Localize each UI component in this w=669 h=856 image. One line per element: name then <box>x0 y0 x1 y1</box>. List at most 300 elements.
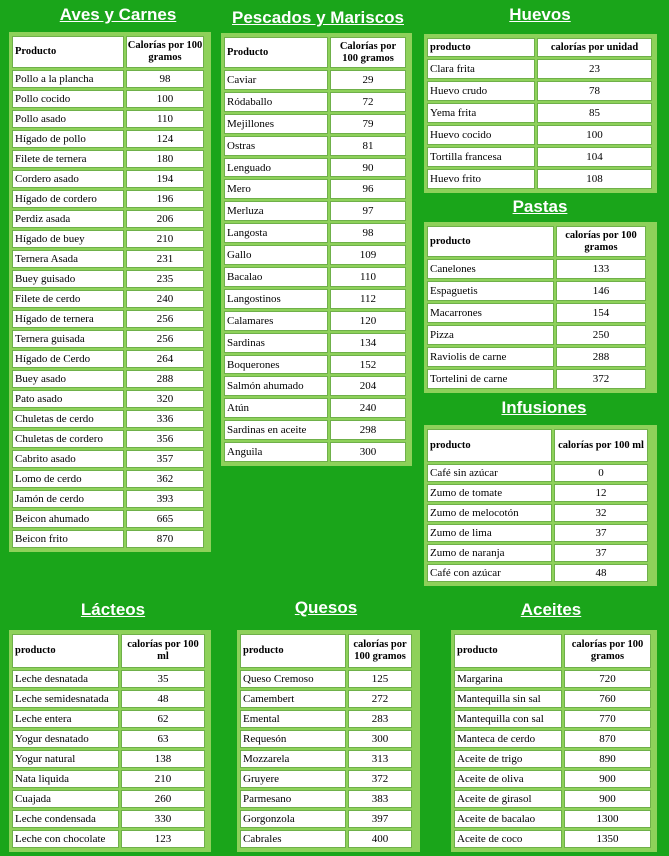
table-row <box>427 102 654 124</box>
product-name: Mero <box>224 179 328 199</box>
product-name: Hígado de pollo <box>12 130 124 148</box>
table-header <box>427 428 654 463</box>
table-lacteos <box>9 630 211 852</box>
table-row <box>427 302 654 324</box>
product-name: Margarina <box>454 670 562 688</box>
product-name: Zumo de naranja <box>427 544 552 562</box>
table-row <box>224 375 409 397</box>
calorie-value: 96 <box>330 179 406 199</box>
calorie-value: 300 <box>330 442 406 462</box>
product-name: Huevo cocido <box>427 125 535 145</box>
table-row <box>12 829 208 849</box>
calorie-value: 110 <box>330 267 406 287</box>
product-name: Gallo <box>224 245 328 265</box>
product-name: Cabrito asado <box>12 450 124 468</box>
product-name: Sardinas en aceite <box>224 420 328 440</box>
calorie-value: 32 <box>554 504 648 522</box>
table-row <box>240 809 417 829</box>
product-name: Aceite de bacalao <box>454 810 562 828</box>
product-name: Mantequilla sin sal <box>454 690 562 708</box>
table-header <box>427 37 654 58</box>
table-header <box>224 36 409 69</box>
product-name: Ostras <box>224 136 328 156</box>
calorie-value: 112 <box>330 289 406 309</box>
header-product: producto <box>240 634 346 668</box>
table-row <box>454 709 654 729</box>
calorie-value: 37 <box>554 544 648 562</box>
table-row <box>12 789 208 809</box>
calorie-value: 235 <box>126 270 204 288</box>
table-row <box>454 829 654 849</box>
table-aceites <box>451 630 657 852</box>
header-product: producto <box>454 634 562 668</box>
product-name: Jamón de cerdo <box>12 490 124 508</box>
product-name: Leche desnatada <box>12 670 119 688</box>
table-row <box>240 789 417 809</box>
calorie-value: 356 <box>126 430 204 448</box>
calorie-value: 256 <box>126 330 204 348</box>
calorie-value: 330 <box>121 810 205 828</box>
header-calories: calorías por 100 gramos <box>564 634 651 668</box>
table-row <box>427 280 654 302</box>
calorie-value: 63 <box>121 730 205 748</box>
calorie-value: 152 <box>330 355 406 375</box>
table-row <box>427 146 654 168</box>
table-row <box>12 429 208 449</box>
table-row <box>12 129 208 149</box>
product-name: Café sin azúcar <box>427 464 552 482</box>
product-name: Lenguado <box>224 158 328 178</box>
calorie-value: 298 <box>330 420 406 440</box>
calorie-value: 900 <box>564 790 651 808</box>
calorie-value: 770 <box>564 710 651 728</box>
calorie-value: 1300 <box>564 810 651 828</box>
table-row <box>427 168 654 190</box>
header-calories: calorías por unidad <box>537 38 652 57</box>
table-row <box>12 409 208 429</box>
header-calories: calorías por 100 ml <box>554 429 648 462</box>
table-row <box>454 749 654 769</box>
calorie-value: 37 <box>554 524 648 542</box>
product-name: Leche con chocolate <box>12 830 119 848</box>
product-name: Aceite de oliva <box>454 770 562 788</box>
calorie-value: 98 <box>126 70 204 88</box>
product-name: Espaguetis <box>427 281 554 301</box>
calorie-value: 313 <box>348 750 412 768</box>
table-row <box>12 489 208 509</box>
calorie-value: 231 <box>126 250 204 268</box>
calorie-value: 29 <box>330 70 406 90</box>
table-row <box>12 229 208 249</box>
table-row <box>427 258 654 280</box>
table-row <box>12 249 208 269</box>
product-name: Anguila <box>224 442 328 462</box>
calorie-value: 194 <box>126 170 204 188</box>
product-name: Aceite de coco <box>454 830 562 848</box>
calorie-value: 250 <box>556 325 646 345</box>
table-row <box>12 769 208 789</box>
calorie-value: 110 <box>126 110 204 128</box>
calorie-value: 97 <box>330 201 406 221</box>
table-row <box>12 69 208 89</box>
table-row <box>454 729 654 749</box>
product-name: Zumo de tomate <box>427 484 552 502</box>
table-row <box>427 124 654 146</box>
calorie-value: 283 <box>348 710 412 728</box>
table-row <box>12 89 208 109</box>
table-row <box>12 269 208 289</box>
calorie-value: 900 <box>564 770 651 788</box>
table-row <box>12 469 208 489</box>
table-row <box>224 222 409 244</box>
product-name: Yema frita <box>427 103 535 123</box>
product-name: Leche entera <box>12 710 119 728</box>
calorie-value: 124 <box>126 130 204 148</box>
table-row <box>224 135 409 157</box>
product-name: Hígado de ternera <box>12 310 124 328</box>
calorie-value: 256 <box>126 310 204 328</box>
calorie-value: 372 <box>556 369 646 389</box>
table-row <box>12 349 208 369</box>
header-product: producto <box>427 226 554 257</box>
product-name: Caviar <box>224 70 328 90</box>
calorie-value: 48 <box>554 564 648 582</box>
product-name: Ternera Asada <box>12 250 124 268</box>
table-row <box>240 689 417 709</box>
calorie-value: 760 <box>564 690 651 708</box>
table-huevos <box>424 34 657 193</box>
product-name: Filete de ternera <box>12 150 124 168</box>
calorie-value: 210 <box>121 770 205 788</box>
product-name: Cuajada <box>12 790 119 808</box>
table-pescados <box>221 33 412 466</box>
product-name: Perdiz asada <box>12 210 124 228</box>
product-name: Raviolis de carne <box>427 347 554 367</box>
table-row <box>12 189 208 209</box>
title-huevos: Huevos <box>509 5 571 24</box>
table-row <box>224 244 409 266</box>
calorie-value: 109 <box>330 245 406 265</box>
table-row <box>224 200 409 222</box>
product-name: Chuletas de cordero <box>12 430 124 448</box>
table-header <box>12 633 208 669</box>
calorie-value: 108 <box>537 169 652 189</box>
calorie-value: 720 <box>564 670 651 688</box>
product-name: Gorgonzola <box>240 810 346 828</box>
table-row <box>224 157 409 179</box>
product-name: Chuletas de cerdo <box>12 410 124 428</box>
table-row <box>12 149 208 169</box>
product-name: Pollo asado <box>12 110 124 128</box>
table-row <box>454 809 654 829</box>
product-name: Parmesano <box>240 790 346 808</box>
product-name: Boquerones <box>224 355 328 375</box>
calorie-value: 62 <box>121 710 205 728</box>
product-name: Requesón <box>240 730 346 748</box>
product-name: Mantequilla con sal <box>454 710 562 728</box>
table-row <box>224 113 409 135</box>
header-calories: calorías por 100 ml <box>121 634 205 668</box>
product-name: Camembert <box>240 690 346 708</box>
product-name: Buey asado <box>12 370 124 388</box>
calorie-value: 23 <box>537 59 652 79</box>
calorie-value: 100 <box>537 125 652 145</box>
table-row <box>12 389 208 409</box>
table-row <box>224 266 409 288</box>
calorie-value: 133 <box>556 259 646 279</box>
product-name: Beicon frito <box>12 530 124 548</box>
table-row <box>240 729 417 749</box>
table-row <box>240 769 417 789</box>
table-quesos <box>237 630 420 852</box>
product-name: Yogur natural <box>12 750 119 768</box>
table-row <box>240 709 417 729</box>
calorie-value: 12 <box>554 484 648 502</box>
table-row <box>224 441 409 463</box>
product-name: Merluza <box>224 201 328 221</box>
header-calories: Calorías por 100 gramos <box>126 36 204 68</box>
product-name: Cordero asado <box>12 170 124 188</box>
calorie-value: 134 <box>330 333 406 353</box>
calorie-value: 870 <box>564 730 651 748</box>
calorie-value: 180 <box>126 150 204 168</box>
calorie-value: 125 <box>348 670 412 688</box>
table-row <box>454 769 654 789</box>
product-name: Lomo de cerdo <box>12 470 124 488</box>
calorie-value: 260 <box>121 790 205 808</box>
product-name: Pizza <box>427 325 554 345</box>
table-aves <box>9 32 211 552</box>
product-name: Zumo de lima <box>427 524 552 542</box>
title-pescados: Pescados y Mariscos <box>232 8 404 27</box>
calorie-value: 288 <box>556 347 646 367</box>
header-product: producto <box>427 429 552 462</box>
product-name: Filete de cerdo <box>12 290 124 308</box>
product-name: Ródaballo <box>224 92 328 112</box>
table-row <box>224 178 409 200</box>
product-name: Buey guisado <box>12 270 124 288</box>
table-row <box>224 332 409 354</box>
calorie-value: 146 <box>556 281 646 301</box>
table-row <box>454 689 654 709</box>
table-row <box>12 289 208 309</box>
calorie-value: 81 <box>330 136 406 156</box>
product-name: Ternera guisada <box>12 330 124 348</box>
calorie-value: 336 <box>126 410 204 428</box>
header-calories: calorías por 100 gramos <box>556 226 646 257</box>
product-name: Yogur desnatado <box>12 730 119 748</box>
header-product: Producto <box>224 37 328 68</box>
calorie-value: 78 <box>537 81 652 101</box>
product-name: Huevo frito <box>427 169 535 189</box>
header-product: producto <box>427 38 535 57</box>
table-row <box>240 669 417 689</box>
product-name: Aceite de trigo <box>454 750 562 768</box>
calorie-value: 48 <box>121 690 205 708</box>
table-row <box>427 58 654 80</box>
calorie-value: 397 <box>348 810 412 828</box>
product-name: Hígado de buey <box>12 230 124 248</box>
product-name: Gruyere <box>240 770 346 788</box>
table-row <box>427 523 654 543</box>
product-name: Pollo a la plancha <box>12 70 124 88</box>
table-header <box>240 633 417 669</box>
product-name: Mejillones <box>224 114 328 134</box>
table-row <box>240 829 417 849</box>
header-product: producto <box>12 634 119 668</box>
calorie-value: 98 <box>330 223 406 243</box>
header-calories: Calorías por 100 gramos <box>330 37 406 68</box>
calorie-value: 100 <box>126 90 204 108</box>
table-row <box>427 368 654 390</box>
table-row <box>12 449 208 469</box>
calorie-value: 196 <box>126 190 204 208</box>
product-name: Tortilla francesa <box>427 147 535 167</box>
title-pastas: Pastas <box>512 197 568 216</box>
calorie-value: 104 <box>537 147 652 167</box>
calorie-value: 300 <box>348 730 412 748</box>
calorie-value: 890 <box>564 750 651 768</box>
table-row <box>12 309 208 329</box>
table-header <box>454 633 654 669</box>
calorie-value: 357 <box>126 450 204 468</box>
product-name: Salmón ahumado <box>224 376 328 396</box>
title-quesos: Quesos <box>294 598 358 617</box>
table-row <box>12 669 208 689</box>
table-row <box>240 749 417 769</box>
product-name: Calamares <box>224 311 328 331</box>
table-row <box>454 669 654 689</box>
product-name: Mozzarela <box>240 750 346 768</box>
table-row <box>224 69 409 91</box>
table-row <box>427 543 654 563</box>
product-name: Canelones <box>427 259 554 279</box>
product-name: Huevo crudo <box>427 81 535 101</box>
calorie-value: 288 <box>126 370 204 388</box>
calorie-value: 870 <box>126 530 204 548</box>
calorie-value: 320 <box>126 390 204 408</box>
table-row <box>224 288 409 310</box>
product-name: Manteca de cerdo <box>454 730 562 748</box>
calorie-value: 204 <box>330 376 406 396</box>
table-row <box>12 529 208 549</box>
calorie-value: 120 <box>330 311 406 331</box>
table-pastas <box>424 222 657 393</box>
product-name: Clara frita <box>427 59 535 79</box>
table-row <box>12 209 208 229</box>
table-row <box>427 463 654 483</box>
product-name: Sardinas <box>224 333 328 353</box>
calorie-value: 362 <box>126 470 204 488</box>
product-name: Hígado de cordero <box>12 190 124 208</box>
calorie-value: 240 <box>126 290 204 308</box>
table-row <box>427 503 654 523</box>
table-row <box>12 729 208 749</box>
product-name: Emental <box>240 710 346 728</box>
table-row <box>224 310 409 332</box>
table-header <box>12 35 208 69</box>
calorie-value: 138 <box>121 750 205 768</box>
product-name: Café con azúcar <box>427 564 552 582</box>
calorie-value: 0 <box>554 464 648 482</box>
table-row <box>427 346 654 368</box>
table-row <box>12 509 208 529</box>
product-name: Atún <box>224 398 328 418</box>
table-row <box>427 483 654 503</box>
product-name: Zumo de melocotón <box>427 504 552 522</box>
product-name: Aceite de girasol <box>454 790 562 808</box>
calorie-value: 206 <box>126 210 204 228</box>
header-calories: calorías por 100 gramos <box>348 634 412 668</box>
calorie-value: 400 <box>348 830 412 848</box>
table-infusiones <box>424 425 657 586</box>
calorie-value: 123 <box>121 830 205 848</box>
calorie-value: 272 <box>348 690 412 708</box>
table-row <box>224 91 409 113</box>
table-row <box>12 709 208 729</box>
product-name: Bacalao <box>224 267 328 287</box>
product-name: Leche semidesnatada <box>12 690 119 708</box>
product-name: Cabrales <box>240 830 346 848</box>
calorie-value: 90 <box>330 158 406 178</box>
title-aves: Aves y Carnes <box>59 5 177 24</box>
table-row <box>427 324 654 346</box>
table-row <box>12 689 208 709</box>
table-row <box>12 109 208 129</box>
product-name: Queso Cremoso <box>240 670 346 688</box>
table-row <box>427 80 654 102</box>
table-row <box>12 329 208 349</box>
table-row <box>224 397 409 419</box>
calorie-value: 85 <box>537 103 652 123</box>
table-row <box>12 369 208 389</box>
calorie-value: 79 <box>330 114 406 134</box>
calorie-value: 264 <box>126 350 204 368</box>
table-row <box>427 563 654 583</box>
calorie-value: 383 <box>348 790 412 808</box>
table-row <box>12 169 208 189</box>
title-aceites: Aceites <box>520 600 582 619</box>
calorie-value: 35 <box>121 670 205 688</box>
product-name: Macarrones <box>427 303 554 323</box>
product-name: Beicon ahumado <box>12 510 124 528</box>
title-infusiones: Infusiones <box>501 398 587 417</box>
product-name: Leche condensada <box>12 810 119 828</box>
product-name: Hígado de Cerdo <box>12 350 124 368</box>
header-product: Producto <box>12 36 124 68</box>
calorie-value: 72 <box>330 92 406 112</box>
calorie-value: 665 <box>126 510 204 528</box>
calorie-value: 372 <box>348 770 412 788</box>
title-lacteos: Lácteos <box>80 600 146 619</box>
product-name: Langosta <box>224 223 328 243</box>
product-name: Pollo cocido <box>12 90 124 108</box>
table-row <box>12 749 208 769</box>
calorie-value: 1350 <box>564 830 651 848</box>
table-row <box>224 419 409 441</box>
product-name: Tortelini de carne <box>427 369 554 389</box>
table-header <box>427 225 654 258</box>
product-name: Nata liquida <box>12 770 119 788</box>
calorie-value: 154 <box>556 303 646 323</box>
calorie-value: 240 <box>330 398 406 418</box>
calorie-value: 210 <box>126 230 204 248</box>
product-name: Pato asado <box>12 390 124 408</box>
table-row <box>12 809 208 829</box>
calorie-value: 393 <box>126 490 204 508</box>
table-row <box>224 354 409 376</box>
table-row <box>454 789 654 809</box>
